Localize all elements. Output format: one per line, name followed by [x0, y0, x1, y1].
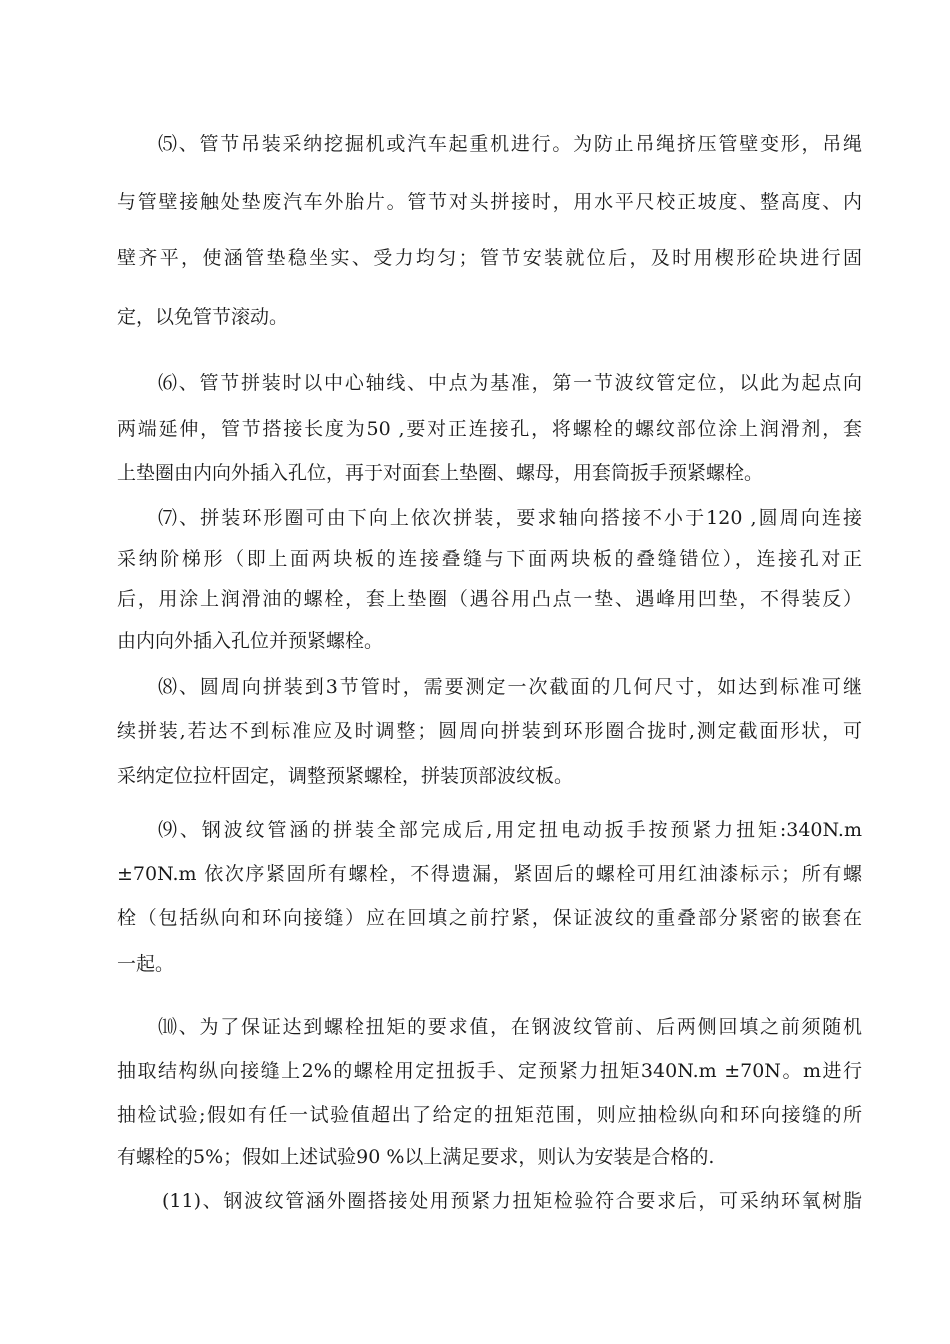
- text-line: ⑼、钢波纹管涵的拼装全部完成后,用定扭电动扳手按预紧力扭矩:340N.m: [158, 819, 862, 841]
- text-line: 由内向外插入孔位并预紧螺栓。: [117, 630, 384, 652]
- text-line: 有螺栓的5%；假如上述试验90 %以上满足要求，则认为安装是合格的.: [117, 1146, 715, 1168]
- text-line: (11)、钢波纹管涵外圈搭接处用预紧力扭矩检验符合要求后，可采纳环氧树脂: [162, 1190, 862, 1212]
- text-line: 采纳阶梯形（即上面两块板的连接叠缝与下面两块板的叠缝错位），连接孔对正: [117, 548, 862, 570]
- text-line: 一起。: [117, 953, 175, 975]
- text-line: 抽检试验;假如有任一试验值超出了给定的扭矩范围，则应抽检纵向和环向接缝的所: [117, 1104, 862, 1126]
- text-line: ±70N.m 依次序紧固所有螺栓，不得遗漏，紧固后的螺栓可用红油漆标示；所有螺: [117, 863, 862, 885]
- text-line: 上垫圈由内向外插入孔位，再于对面套上垫圈、螺母，用套筒扳手预紧螺栓。: [117, 462, 764, 484]
- text-line: 后，用涂上润滑油的螺栓，套上垫圈（遇谷用凸点一垫、遇峰用凹垫，不得装反）: [117, 588, 862, 610]
- text-line: 两端延伸，管节搭接长度为50 ,要对正连接孔，将螺栓的螺纹部位涂上润滑剂，套: [117, 418, 862, 440]
- text-line: ⑺、拼装环形圈可由下向上依次拼装，要求轴向搭接不小于120 ,圆周向连接: [158, 507, 862, 529]
- text-line: ⑹、管节拼装时以中心轴线、中点为基准，第一节波纹管定位，以此为起点向: [158, 372, 862, 394]
- text-line: ⑸、管节吊装采纳挖掘机或汽车起重机进行。为防止吊绳挤压管壁变形，吊绳: [158, 133, 862, 155]
- text-line: ⑻、圆周向拼装到3节管时，需要测定一次截面的几何尺寸，如达到标准可继: [158, 676, 862, 698]
- text-line: 抽取结构纵向接缝上2%的螺栓用定扭扳手、定预紧力扭矩340N.m ±70N。m进行: [117, 1060, 862, 1082]
- text-line: 壁齐平，使涵管垫稳坐实、受力均匀；管节安装就位后，及时用楔形砼块进行固: [117, 247, 862, 269]
- text-line: 采纳定位拉杆固定，调整预紧螺栓，拼装顶部波纹板。: [117, 765, 574, 787]
- text-line: 栓（包括纵向和环向接缝）应在回填之前拧紧，保证波纹的重叠部分紧密的嵌套在: [117, 907, 862, 929]
- text-line: 定，以免管节滚动。: [117, 306, 289, 328]
- text-line: 与管壁接触处垫废汽车外胎片。管节对头拼接时，用水平尺校正坡度、整高度、内: [117, 191, 862, 213]
- text-line: ⑽、为了保证达到螺栓扭矩的要求值，在钢波纹管前、后两侧回填之前须随机: [158, 1016, 862, 1038]
- text-line: 续拼装,若达不到标准应及时调整；圆周向拼装到环形圈合拢时,测定截面形状，可: [117, 720, 862, 742]
